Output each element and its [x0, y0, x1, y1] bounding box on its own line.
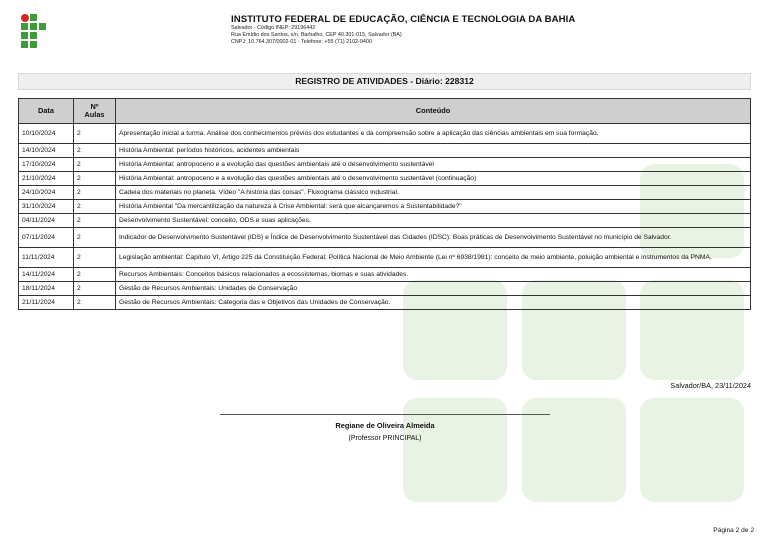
cell-content: Apresentação inicial a turma. Análise dos conhecimentos prévios dos estudantes e da compreensão sobre a aplicação das ciências ambientais em sua formação. — [116, 124, 751, 144]
institution-logo — [21, 14, 47, 48]
table-row — [19, 248, 751, 268]
cell-content: História Ambiental: períodos históricos, acidentes ambientais — [116, 144, 751, 158]
cell-content: Desenvolvimento Sustentável: conceito, ODS e suas aplicações. — [116, 214, 751, 228]
table-row — [19, 296, 751, 310]
cell-date: 21/10/2024 — [19, 172, 74, 186]
cell-classes: 2 — [74, 214, 116, 228]
signature-line — [220, 414, 550, 415]
cell-content: História Ambiental: antropoceno e a evolução das questões ambientais até o desenvolvimento sustentável — [116, 158, 751, 172]
institution-header — [231, 14, 751, 46]
cell-content: Recursos Ambientais: Conceitos básicos relacionados a ecossistemas, biomas e suas atividades. — [116, 268, 751, 282]
table-row — [19, 186, 751, 200]
institution-contact: CNPJ: 10.764.307/0002-01 - Telefone: +55 (71) 2102-9400 — [231, 39, 372, 45]
table-row — [19, 144, 751, 158]
cell-content: Gestão de Recursos Ambientais: Categoria das e Objetivos das Unidades de Conservação. — [116, 296, 751, 310]
cell-date: 31/10/2024 — [19, 200, 74, 214]
cell-classes: 2 — [74, 186, 116, 200]
cell-date: 14/11/2024 — [19, 268, 74, 282]
column-header-classes: Nº Aulas — [74, 99, 116, 124]
place-date: Salvador/BA, 23/11/2024 — [670, 381, 751, 390]
table-row — [19, 158, 751, 172]
table-row — [19, 124, 751, 144]
cell-date: 21/11/2024 — [19, 296, 74, 310]
signature-name: Regiane de Oliveira Almeida — [335, 421, 435, 430]
table-row — [19, 228, 751, 248]
table-row — [19, 282, 751, 296]
table-row — [19, 268, 751, 282]
cell-classes: 2 — [74, 268, 116, 282]
column-header-content: Conteúdo — [116, 99, 751, 124]
cell-date: 18/11/2024 — [19, 282, 74, 296]
cell-classes: 2 — [74, 296, 116, 310]
cell-classes: 2 — [74, 248, 116, 268]
cell-date: 14/10/2024 — [19, 144, 74, 158]
table-row — [19, 172, 751, 186]
cell-classes: 2 — [74, 158, 116, 172]
cell-content: Cadeia dos materiais no planeta. Vídeo "A história das coisas". Fluxograma clássico industrial. — [116, 186, 751, 200]
table-row — [19, 200, 751, 214]
cell-classes: 2 — [74, 282, 116, 296]
cell-classes: 2 — [74, 172, 116, 186]
column-header-date: Data — [19, 99, 74, 124]
cell-content: Gestão de Recursos Ambientais: Unidades de Conservação — [116, 282, 751, 296]
cell-classes: 2 — [74, 124, 116, 144]
cell-content: História Ambiental "Da mercantilização da natureza à Crise Ambiental: será que alcançaremos a Sustentabilidade?" — [116, 200, 751, 214]
cell-date: 07/11/2024 — [19, 228, 74, 248]
institution-code: Salvador - Código INEP: 29196442 — [231, 25, 316, 31]
cell-classes: 2 — [74, 144, 116, 158]
institution-address: Rua Emídio dos Santos, s/n, Barbalho, CEP 40.301-015, Salvador (BA) — [231, 32, 402, 38]
cell-date: 11/11/2024 — [19, 248, 74, 268]
page-number: Página 2 de 2 — [713, 527, 754, 534]
cell-classes: 2 — [74, 200, 116, 214]
cell-date: 04/11/2024 — [19, 214, 74, 228]
cell-date: 10/10/2024 — [19, 124, 74, 144]
institution-name: INSTITUTO FEDERAL DE EDUCAÇÃO, CIÊNCIA E TECNOLOGIA DA BAHIA — [231, 14, 576, 25]
table-header-row — [19, 99, 751, 124]
table-row — [19, 214, 751, 228]
cell-content: Indicador de Desenvolvimento Sustentável (IDS) e Índice de Desenvolvimento Sustentável das Cidades (IDSC): Boas práticas de Desenvolvimento Sustentável no município de Salvador. — [116, 228, 751, 248]
watermark-block — [640, 398, 744, 502]
cell-date: 17/10/2024 — [19, 158, 74, 172]
cell-classes: 2 — [74, 228, 116, 248]
cell-content: História Ambiental: antropoceno e a evolução das questões ambientais até o desenvolvimento sustentável (continuação) — [116, 172, 751, 186]
cell-date: 24/10/2024 — [19, 186, 74, 200]
report-title: REGISTRO DE ATIVIDADES - Diário: 228312 — [18, 73, 751, 90]
activities-table — [18, 98, 751, 310]
cell-content: Legislação ambiental: Capítulo VI, Artigo 225 da Constituição Federal; Política Nacional de Meio Ambiente (Lei nº 6938/1981): conceito de meio ambiente, poluição ambiental e instrumentos da PNMA. — [116, 248, 751, 268]
signature-role: (Professor PRINCIPAL) — [348, 435, 422, 442]
